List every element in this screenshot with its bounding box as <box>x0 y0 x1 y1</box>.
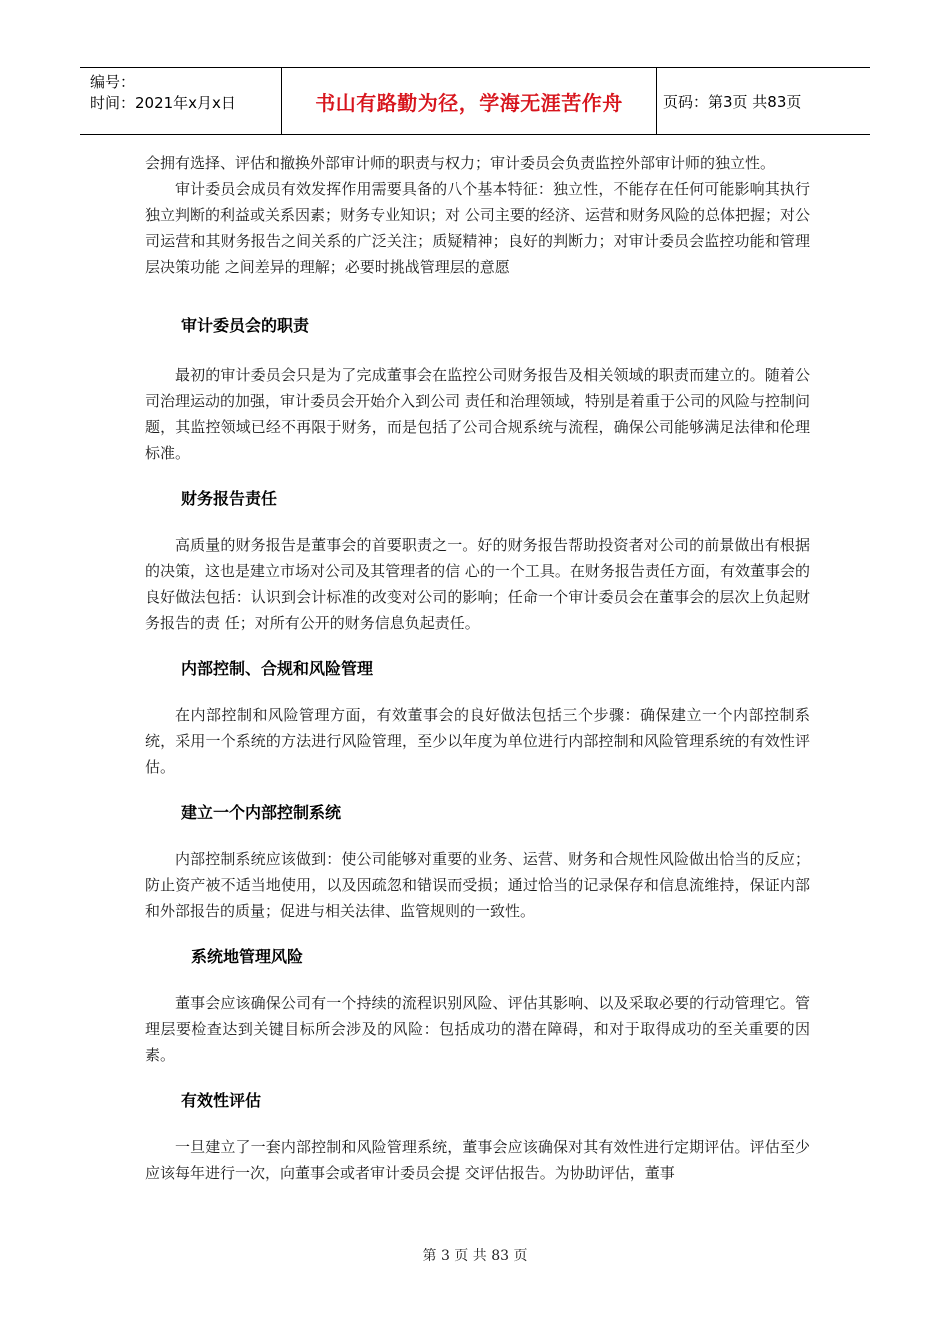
heading-internal-control: 内部控制、合规和风险管理 <box>181 659 374 678</box>
paragraph-3: 最初的审计委员会只是为了完成董事会在监控公司财务报告及相关领域的职责而建立的。随着公司治理运动的加强，审计委员会开始介入到公司 责任和治理领域，特别是着重于公司的风险与控制问题，其监控领域已经不再限于财务，而是包括了公司合规系统与流程，确保公司能够满足法律和伦理标准。 <box>145 366 810 462</box>
paragraph-2: 审计委员会成员有效发挥作用需要具备的八个基本特征：独立性，不能存在任何可能影响其执行独立判断的利益或关系因素；财务专业知识；对 公司主要的经济、运营和财务风险的总体把握；对公司运营和其财务报告之间关系的广泛关注；质疑精神；良好的判断力；对审计委员会监控功能和管理层决策功能 之间差异的理解；必要时挑战管理层的意愿 <box>145 180 810 276</box>
date-line: 时间：2021年x月x日 <box>90 94 236 112</box>
page-header <box>80 67 870 135</box>
heading-financial-reporting: 财务报告责任 <box>181 489 278 508</box>
heading-effectiveness-review: 有效性评估 <box>181 1091 262 1110</box>
number-label: 编号： <box>90 73 136 91</box>
header-page-code: 页码：第3页 共83页 <box>663 92 802 111</box>
document-body <box>145 150 810 1186</box>
paragraph-8: 一旦建立了一套内部控制和风险管理系统，董事会应该确保对其有效性进行定期评估。评估至少应该每年进行一次，向董事会或者审计委员会提 交评估报告。为协助评估，董事 <box>145 1138 810 1182</box>
paragraph-4: 高质量的财务报告是董事会的首要职责之一。好的财务报告帮助投资者对公司的前景做出有根据的决策，这也是建立市场对公司及其管理者的信 心的一个工具。在财务报告责任方面，有效董事会的良好做法包括：认识到会计标准的改变对公司的影响；任命一个审计委员会在董事会的层次上负起财务报告的责 任；对所有公开的财务信息负起责任。 <box>145 536 810 632</box>
header-meta <box>80 68 282 134</box>
paragraph-7: 董事会应该确保公司有一个持续的流程识别风险、评估其影响、以及采取必要的行动管理它。管理层要检查达到关键目标所会涉及的风险：包括成功的潜在障碍，和对于取得成功的至关重要的因素。 <box>145 994 810 1064</box>
paragraph-5: 在内部控制和风险管理方面，有效董事会的良好做法包括三个步骤：确保建立一个内部控制系统，采用一个系统的方法进行风险管理，至少以年度为单位进行内部控制和风险管理系统的有效性评估。 <box>145 706 810 776</box>
heading-audit-committee-duties: 审计委员会的职责 <box>181 316 310 335</box>
heading-manage-risk: 系统地管理风险 <box>191 947 304 966</box>
paragraph-6: 内部控制系统应该做到：使公司能够对重要的业务、运营、财务和合规性风险做出恰当的反应；防止资产被不适当地使用，以及因疏忽和错误而受损；通过恰当的记录保存和信息流维持，保证内部和外部报告的质量；促进与相关法律、监管规则的一致性。 <box>145 850 810 920</box>
heading-build-control-system: 建立一个内部控制系统 <box>181 803 342 822</box>
paragraph-1: 会拥有选择、评估和撤换外部审计师的职责与权力；审计委员会负责监控外部审计师的独立性。 <box>145 154 776 172</box>
header-motto: 书山有路勤为径，学海无涯苦作舟 <box>282 68 657 134</box>
page-footer: 第 3 页 共 83 页 <box>422 1248 528 1264</box>
